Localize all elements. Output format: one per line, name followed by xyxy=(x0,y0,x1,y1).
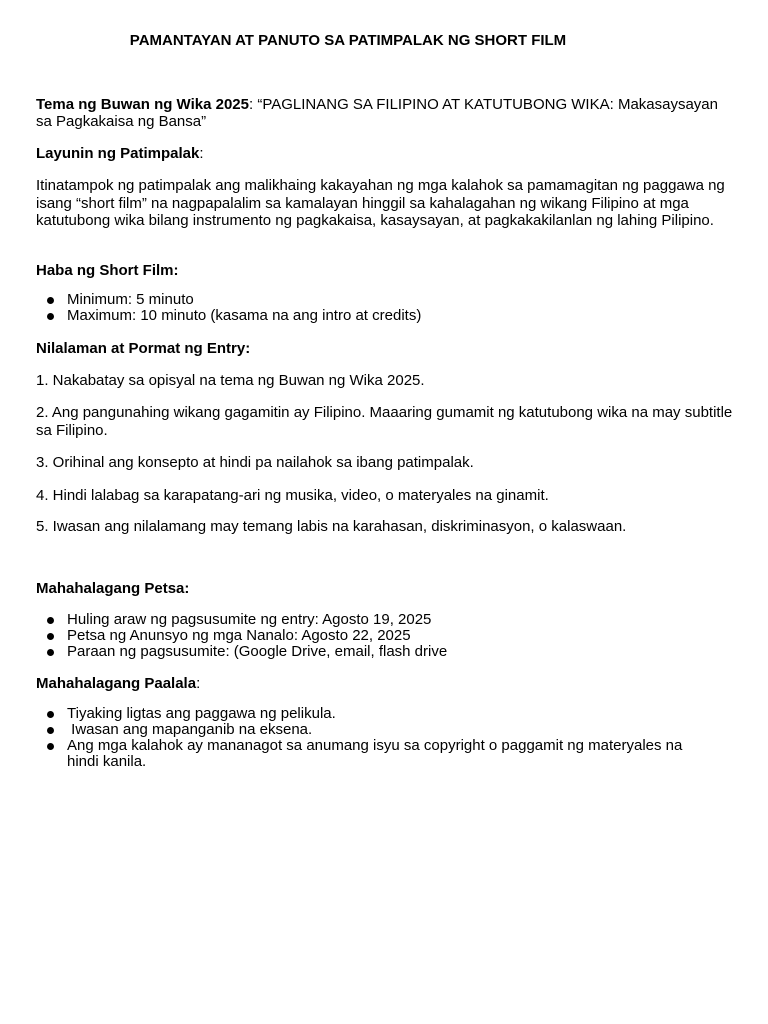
nilalaman-item-4: 4. Hindi lalabag sa karapatang-ari ng musika, video, o materyales na ginamit. xyxy=(36,487,549,504)
paalala-label: Mahahalagang Paalala xyxy=(36,675,197,692)
list-item xyxy=(36,722,736,738)
bullet-icon xyxy=(47,633,54,640)
list-item-text: Iwasan ang mapanganib na eksena. xyxy=(67,721,313,738)
list-item-text: Ang mga kalahok ay mananagot sa anumang isyu sa copyright o paggamit ng materyales na hindi kanila. xyxy=(67,737,683,770)
bullet-icon xyxy=(47,297,54,304)
nilalaman-item-1: 1. Nakabatay sa opisyal na tema ng Buwan ng Wika 2025. xyxy=(36,372,425,389)
bullet-icon xyxy=(47,617,54,624)
list-item xyxy=(36,706,736,722)
list-item-text: Minimum: 5 minuto xyxy=(67,291,194,308)
nilalaman-item-5: 5. Iwasan ang nilalamang may temang labis na karahasan, diskriminasyon, o kalaswaan. xyxy=(36,518,627,535)
paalala-list xyxy=(36,706,736,770)
document-title: PAMANTAYAN AT PANUTO SA PATIMPALAK NG SHORT FILM xyxy=(129,32,567,49)
list-item xyxy=(36,292,736,308)
haba-list xyxy=(36,292,736,324)
tema-text: “PAGLINANG SA FILIPINO AT KATUTUBONG WIKA: Makasaysayan sa Pagkakaisa ng Bansa” xyxy=(36,96,718,130)
list-item xyxy=(36,628,736,644)
haba-heading: Haba ng Short Film: xyxy=(36,262,179,279)
paalala-heading xyxy=(36,675,736,692)
list-item xyxy=(36,738,736,770)
list-item-text: Petsa ng Anunsyo ng mga Nanalo: Agosto 22, 2025 xyxy=(67,627,411,644)
bullet-icon xyxy=(47,727,54,734)
layunin-label: Layunin ng Patimpalak xyxy=(36,145,200,162)
list-item xyxy=(36,644,736,660)
tema-sep: : xyxy=(248,96,254,113)
bullet-icon xyxy=(47,649,54,656)
petsa-list xyxy=(36,612,736,660)
bullet-icon xyxy=(47,743,54,750)
list-item-text: Paraan ng pagsusumite: (Google Drive, email, flash drive xyxy=(67,643,448,660)
layunin-heading xyxy=(36,145,736,162)
bullet-icon xyxy=(47,711,54,718)
paalala-sep: : xyxy=(196,675,201,692)
tema-section xyxy=(36,96,736,130)
list-item xyxy=(36,612,736,628)
nilalaman-item-3: 3. Orihinal ang konsepto at hindi pa nailahok sa ibang patimpalak. xyxy=(36,454,474,471)
bullet-icon xyxy=(47,313,54,320)
tema-paragraph xyxy=(36,96,736,130)
list-item-text: Maximum: 10 minuto (kasama na ang intro at credits) xyxy=(67,307,422,324)
list-item xyxy=(36,308,736,324)
layunin-section xyxy=(36,177,736,230)
list-item-text: Tiyaking ligtas ang paggawa ng pelikula. xyxy=(67,705,336,722)
layunin-sep: : xyxy=(199,145,204,162)
list-item-text: Huling araw ng pagsusumite ng entry: Agosto 19, 2025 xyxy=(67,611,432,628)
nilalaman-heading: Nilalaman at Pormat ng Entry: xyxy=(36,340,251,357)
tema-label: Tema ng Buwan ng Wika 2025 xyxy=(36,96,249,113)
petsa-heading: Mahahalagang Petsa: xyxy=(36,580,190,597)
layunin-text: Itinatampok ng patimpalak ang malikhaing kakayahan ng mga kalahok sa pamamagitan ng paggawa ng isang “short film” na nagpapalalim sa kamalayan hinggil sa kahalagahan ng wikang Filipino at mga katutubong wika bilang instrumento ng pagkakaisa, kasaysayan, at pagkakakilanlan ng lahing Pilipino. xyxy=(36,177,725,229)
nilalaman-item-2: 2. Ang pangunahing wikang gagamitin ay Filipino. Maaaring gumamit ng katutubong wika na may subtitle sa Filipino. xyxy=(36,404,733,439)
